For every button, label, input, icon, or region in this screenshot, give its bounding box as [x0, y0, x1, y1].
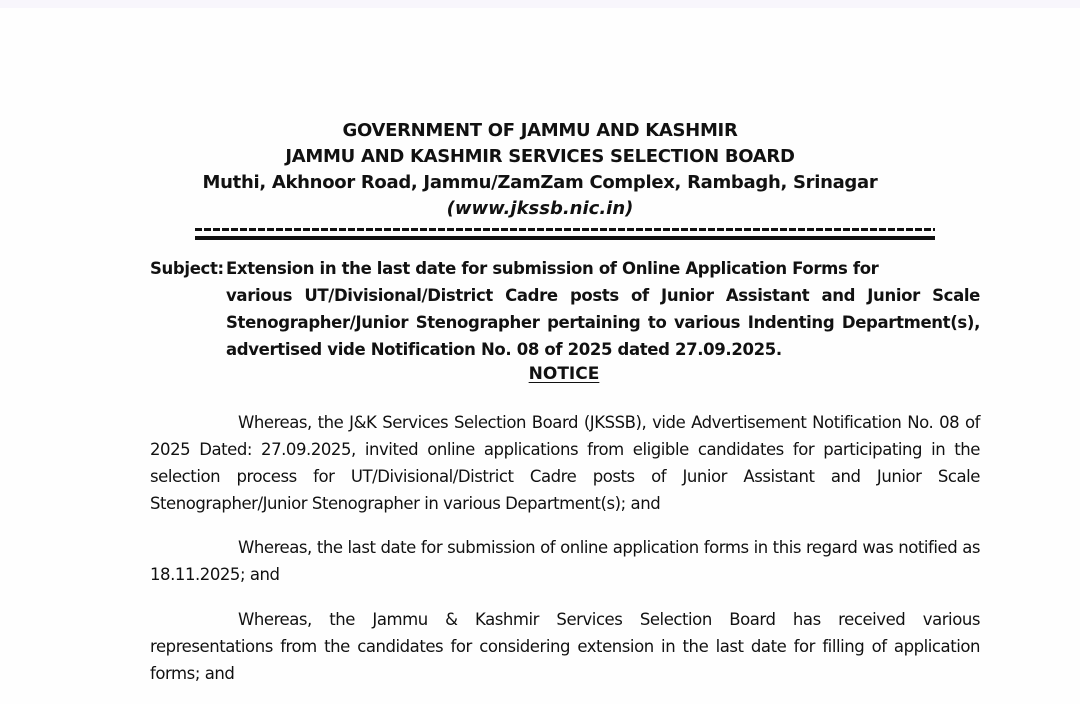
paragraph [150, 409, 980, 517]
paragraph-text: Whereas, the J&K Services Selection Board (JKSSB), vide Advertisement Notification No. 08 of 2025 Dated: 27.09.2025, invited online applications from eligible candidates for participating in the selection process for UT/Divisional/District Cadre posts of Junior Assistant and Junior Scale Stenographer/Junior Stenographer in various Department(s); and [150, 413, 980, 513]
paragraph [150, 534, 980, 588]
board-website: (www.jkssb.nic.in) [446, 198, 634, 219]
paragraph [150, 606, 980, 687]
header-divider [195, 228, 935, 240]
top-strip [0, 0, 1080, 8]
board-title: JAMMU AND KASHMIR SERVICES SELECTION BOARD [285, 146, 795, 167]
letterhead [0, 118, 1080, 222]
subject-block [150, 255, 980, 363]
solid-rule [195, 236, 935, 240]
paragraph-text: Whereas, the last date for submission of online application forms in this regard was notified as 18.11.2025; and [150, 538, 980, 584]
subject-line-1: Extension in the last date for submission of Online Application Forms for [226, 259, 879, 278]
subject-label: Subject: [150, 259, 224, 278]
subject-continuation: various UT/Divisional/District Cadre posts of Junior Assistant and Junior Scale Stenographer/Junior Stenographer pertaining to various Indenting Department(s), advertised vide Notification No. 08 of 2025 dated 27.09.2025. [226, 286, 980, 359]
board-address: Muthi, Akhnoor Road, Jammu/ZamZam Complex, Rambagh, Srinagar [202, 172, 878, 193]
paragraph-text: Whereas, the Jammu & Kashmir Services Selection Board has received various representations from the candidates for considering extension in the last date for filling of application forms; and [150, 610, 980, 683]
notice-heading: NOTICE [528, 364, 600, 384]
dashed-rule [195, 228, 935, 231]
government-title: GOVERNMENT OF JAMMU AND KASHMIR [342, 120, 738, 141]
